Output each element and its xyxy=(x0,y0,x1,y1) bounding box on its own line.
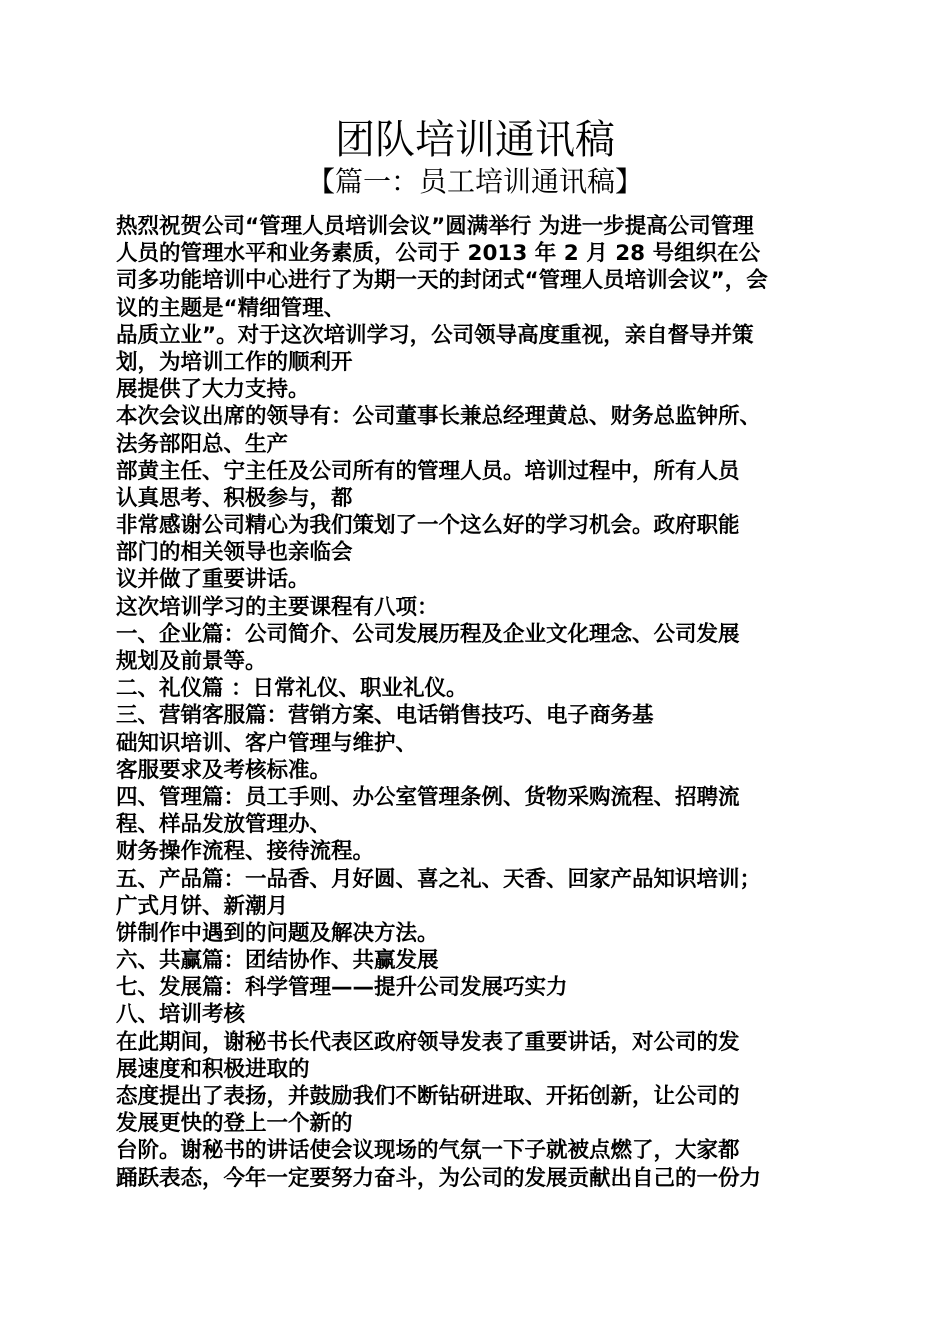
body-line: 台阶。谢秘书的讲话使会议现场的气氛一下子就被点燃了，大家都 xyxy=(116,1138,740,1164)
body-line: 三、营销客服篇：营销方案、电话销售技巧、电子商务基 xyxy=(116,703,654,729)
body-line: 议的主题是“精细管理、 xyxy=(116,295,346,321)
document-title: 团队培训通讯稿 xyxy=(335,117,615,163)
body-line: 品质立业”。对于这次培训学习，公司领导高度重视，亲自督导并策 xyxy=(116,322,754,348)
body-line: 司多功能培训中心进行了为期一天的封闭式“管理人员培训会议”，会 xyxy=(116,268,768,294)
body-line: 议并做了重要讲话。 xyxy=(116,567,310,593)
body-line: 础知识培训、客户管理与维护、 xyxy=(116,730,418,756)
body-line: 本次会议出席的领导有：公司董事长兼总经理黄总、财务总监钟所、 xyxy=(116,404,762,430)
body-line: 财务操作流程、接待流程。 xyxy=(116,839,375,865)
body-line: 五、产品篇：一品香、月好圆、喜之礼、天香、回家产品知识培训； xyxy=(116,866,762,892)
body-line: 人员的管理水平和业务素质，公司于 2013 年 2 月 28 号组织在公 xyxy=(116,241,761,267)
body-line: 程、样品发放管理办、 xyxy=(116,812,332,838)
body-line: 部门的相关领导也亲临会 xyxy=(116,540,353,566)
body-line: 饼制作中遇到的问题及解决方法。 xyxy=(116,920,439,946)
body-line: 部黄主任、宁主任及公司所有的管理人员。培训过程中，所有人员 xyxy=(116,458,740,484)
body-line: 这次培训学习的主要课程有八项： xyxy=(116,594,439,620)
body-line: 客服要求及考核标准。 xyxy=(116,757,332,783)
body-line: 法务部阳总、生产 xyxy=(116,431,289,457)
body-line: 划，为培训工作的顺利开 xyxy=(116,349,353,375)
body-line: 态度提出了表扬，并鼓励我们不断钻研进取、开拓创新，让公司的 xyxy=(116,1084,740,1109)
document-subtitle: 【篇一：员工培训通讯稿】 xyxy=(306,165,643,198)
body-line: 规划及前景等。 xyxy=(116,649,267,674)
body-line: 认真思考、积极参与，都 xyxy=(116,485,353,511)
body-line: 热烈祝贺公司“管理人员培训会议”圆满举行 为进一步提高公司管理 xyxy=(116,214,754,239)
body-line: 八、培训考核 xyxy=(116,1002,246,1028)
body-line: 六、共赢篇：团结协作、共赢发展 xyxy=(116,948,439,974)
body-line: 展提供了大力支持。 xyxy=(116,377,310,403)
body-line: 四、管理篇：员工手则、办公室管理条例、货物采购流程、招聘流 xyxy=(116,784,740,810)
document-body xyxy=(116,213,836,1192)
body-line: 非常感谢公司精心为我们策划了一个这么好的学习机会。政府职能 xyxy=(116,513,740,539)
body-line: 广式月饼、新潮月 xyxy=(116,893,289,919)
body-line: 踊跃表态，今年一定要努力奋斗，为公司的发展贡献出自己的一份力 xyxy=(116,1165,762,1191)
body-line: 发展更快的登上一个新的 xyxy=(116,1111,353,1137)
body-line: 在此期间，谢秘书长代表区政府领导发表了重要讲话，对公司的发 xyxy=(116,1029,740,1055)
body-line: 展速度和积极进取的 xyxy=(116,1056,310,1082)
body-line: 一、企业篇：公司简介、公司发展历程及企业文化理念、公司发展 xyxy=(116,621,740,647)
body-line: 七、发展篇：科学管理——提升公司发展巧实力 xyxy=(116,975,568,1001)
body-line: 二、礼仪篇 ：日常礼仪、职业礼仪。 xyxy=(116,676,468,702)
